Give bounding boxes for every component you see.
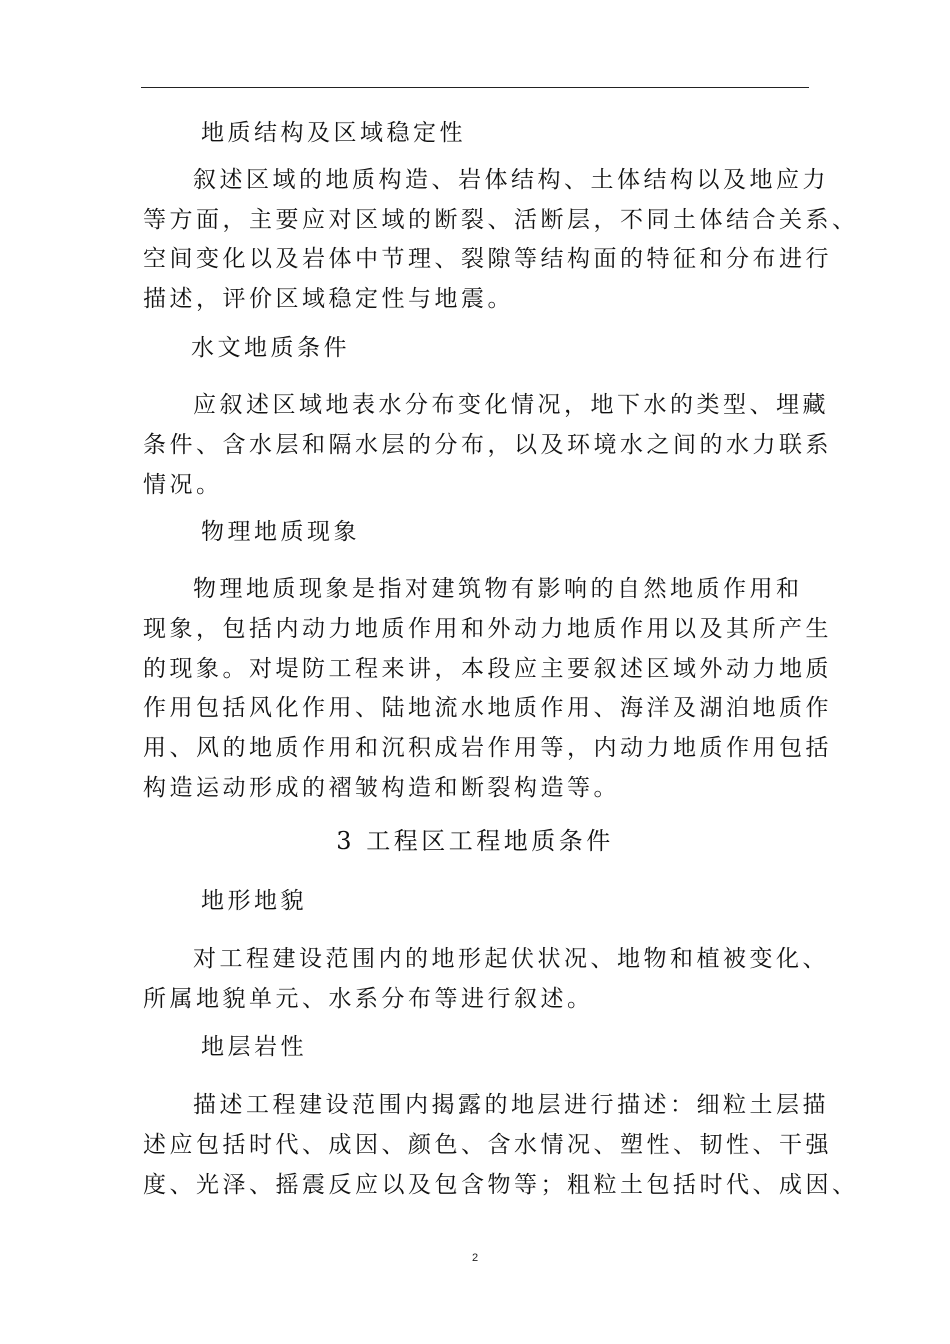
paragraph-line: 等方面，主要应对区域的断裂、活断层，不同土体结合关系、 [143,207,859,233]
paragraph-line: 物理地质现象是指对建筑物有影响的自然地质作用和 [193,576,803,602]
paragraph-line: 构造运动形成的褶皱构造和断裂构造等。 [143,775,620,801]
chapter-title: 3 工程区工程地质条件 [336,827,614,855]
paragraph-line: 描述，评价区域稳定性与地震。 [143,286,514,312]
paragraph-line: 描述工程建设范围内揭露的地层进行描述：细粒土层描 [193,1092,829,1118]
section-heading: 水文地质条件 [191,335,350,361]
paragraph-line: 度、光泽、摇震反应以及包含物等；粗粒土包括时代、成因、 [143,1172,859,1198]
section-heading: 地形地貌 [201,888,307,914]
paragraph-line: 空间变化以及岩体中节理、裂隙等结构面的特征和分布进行 [143,246,832,272]
section-heading: 物理地质现象 [201,519,360,545]
header-rule [141,87,809,88]
section-heading: 地层岩性 [201,1034,307,1060]
paragraph-line: 用、风的地质作用和沉积成岩作用等，内动力地质作用包括 [143,735,832,761]
paragraph-line: 所属地貌单元、水系分布等进行叙述。 [143,986,594,1012]
paragraph-line: 作用包括风化作用、陆地流水地质作用、海洋及湖泊地质作 [143,695,832,721]
paragraph-line: 情况。 [143,472,223,498]
paragraph-line: 叙述区域的地质构造、岩体结构、土体结构以及地应力 [193,167,829,193]
paragraph-line: 现象，包括内动力地质作用和外动力地质作用以及其所产生 [143,616,832,642]
paragraph-line: 应叙述区域地表水分布变化情况，地下水的类型、埋藏 [193,392,829,418]
section-heading: 地质结构及区域稳定性 [201,120,466,146]
paragraph-line: 的现象。对堤防工程来讲，本段应主要叙述区域外动力地质 [143,656,832,682]
paragraph-line: 对工程建设范围内的地形起伏状况、地物和植被变化、 [193,946,829,972]
paragraph-line: 述应包括时代、成因、颜色、含水情况、塑性、韧性、干强 [143,1132,832,1158]
paragraph-line: 条件、含水层和隔水层的分布，以及环境水之间的水力联系 [143,432,832,458]
page-number: 2 [471,1252,479,1264]
